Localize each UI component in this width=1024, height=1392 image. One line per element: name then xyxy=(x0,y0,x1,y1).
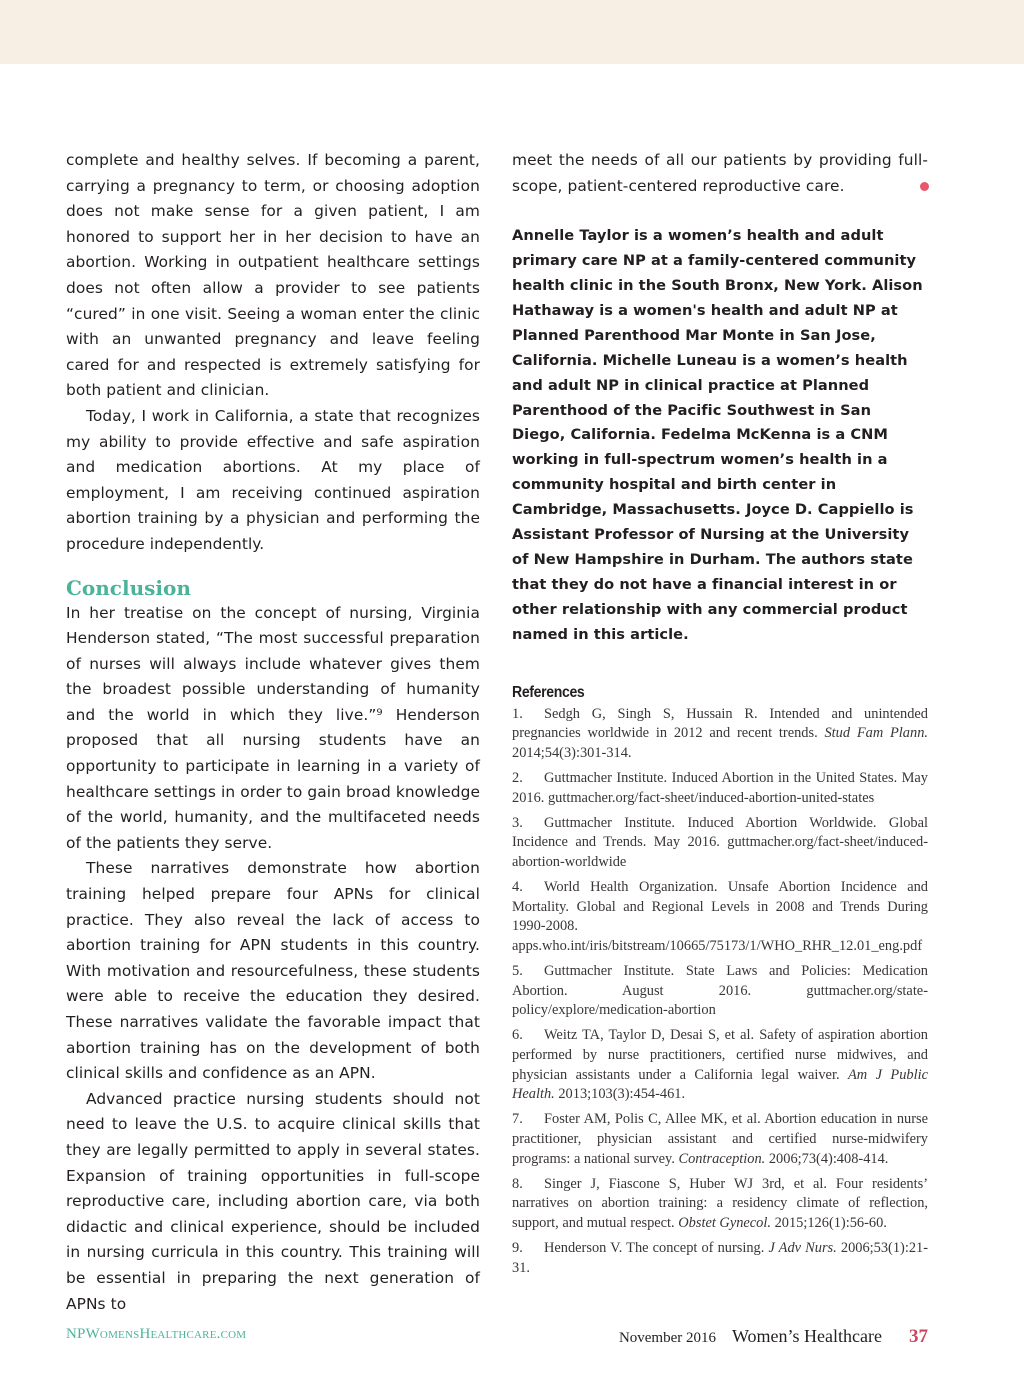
reference-item xyxy=(512,1239,928,1278)
reference-number: 2. xyxy=(512,769,523,786)
reference-number: 3. xyxy=(512,814,523,831)
reference-citation: 2015;126(1):56-60. xyxy=(770,1215,887,1231)
reference-number: 6. xyxy=(512,1027,523,1044)
reference-item xyxy=(512,878,928,956)
page-number: 37 xyxy=(909,1326,928,1347)
reference-number: 7. xyxy=(512,1111,523,1128)
reference-text: Foster AM, Polis C, Allee MK, et al. Abortion education in nurse practitioner, physician assistant and certified nurse-midwifery programs: a national survey. xyxy=(512,1111,928,1167)
reference-item xyxy=(512,705,928,764)
reference-text: Sedgh G, Singh S, Hussain R. Intended and unintended pregnancies worldwide in 2012 and recent trends. xyxy=(512,705,928,742)
reference-item xyxy=(512,962,928,1021)
reference-item xyxy=(512,1026,928,1104)
reference-item xyxy=(512,769,928,808)
reference-citation: 2006;73(4):408-414. xyxy=(765,1150,889,1167)
reference-journal: Contraception. xyxy=(678,1150,766,1167)
author-bio: Annelle Taylor is a women’s health and adult primary care NP at a family-centered community health clinic in the South Bronx, New York. Alison Hathaway is a women's health and adult NP at Planned Parenthood Mar Monte in San Jose, California. Michelle Luneau is a women’s health and adult NP in clinical practice at Planned Parenthood of the Pacific Southwest in San Diego, California. Fedelma McKenna is a CNM working in full-spectrum women’s health in a community hospital and birth center in Cambridge, Massachusetts. Joyce D. Cappiello is Assistant Professor of Nursing at the University of New Hampshire in Durham. The authors state that they do not have a financial interest in or other relationship with any commercial product named in this article. xyxy=(512,227,923,643)
reference-number: 8. xyxy=(512,1175,523,1192)
references-section xyxy=(512,684,928,1279)
references-title: References xyxy=(512,683,585,701)
reference-item xyxy=(512,814,928,873)
footer-site-link[interactable]: NPWomensHealthcare.com xyxy=(66,1326,247,1342)
article-end-mark xyxy=(920,182,929,191)
reference-text: Henderson V. The concept of nursing. xyxy=(544,1240,769,1257)
reference-number: 1. xyxy=(512,705,523,722)
reference-text: Singer J, Fiascone S, Huber WJ 3rd, et al. Four residents’ narratives on abortion training: a residency climate of reflection, support, and mutual respect. xyxy=(512,1175,928,1231)
reference-number: 4. xyxy=(512,879,523,896)
reference-number: 5. xyxy=(512,963,523,980)
body-paragraph: Advanced practice nursing students should not need to leave the U.S. to acquire clinical skills that they are legally permitted to apply in several states. Expansion of training opportunities in full-scope reproductive care, including abortion care, via both didactic and clinical experience, should be included in nursing curricula in this country. This training will be essential in preparing the next generation of APNs to xyxy=(66,1089,480,1313)
reference-journal: J Adv Nurs. xyxy=(768,1240,837,1257)
footer-info xyxy=(619,1326,928,1350)
reference-text: Guttmacher Institute. Induced Abortion in the United States. May 2016. guttmacher.org/fact-sheet/induced-abortion-united-states xyxy=(512,769,928,806)
continuation-text: meet the needs of all our patients by providing full-scope, patient-centered reproductive care. xyxy=(512,151,928,195)
left-column xyxy=(66,148,480,1317)
top-band xyxy=(0,0,1024,64)
body-paragraph-continuation xyxy=(512,148,928,199)
right-column xyxy=(512,148,928,1284)
reference-text: Guttmacher Institute. Induced Abortion Worldwide. Global Incidence and Trends. May 2016. guttmacher.org/fact-sheet/induced-abortion-worldwide xyxy=(512,814,928,870)
references-list xyxy=(512,705,928,1279)
body-paragraph: complete and healthy selves. If becoming a parent, carrying a pregnancy to term, or choosing adoption does not make sense for a given patient, I am honored to support her in her decision to have an abortion. Working in outpatient healthcare settings does not often allow a provider to see patients “cured” in one visit. Seeing a woman enter the clinic with an unwanted pregnancy and leave feeling cared for and respected is extremely satisfying for both patient and clinician. xyxy=(66,151,480,400)
footer-date: November 2016 xyxy=(618,1330,716,1346)
reference-text: World Health Organization. Unsafe Abortion Incidence and Mortality. Global and Regional Levels in 2008 and Trends During 1990-2008. apps.who.int/iris/bitstream/10665/75173/1/WHO_RHR_12.01_eng.pdf xyxy=(512,879,928,954)
reference-text: Guttmacher Institute. State Laws and Policies: Medication Abortion. August 2016. guttmacher.org/state-policy/explore/medication-abortion xyxy=(512,963,928,1019)
reference-citation: 2013;103(3):454-461. xyxy=(554,1086,686,1103)
body-paragraph: These narratives demonstrate how abortion training helped prepare four APNs for clinical practice. They also reveal the lack of access to abortion training for APN students in this country. With motivation and resourcefulness, these students were able to receive the education they desired. These narratives validate the favorable impact that abortion training has on the development of both clinical skills and confidence as an APN. xyxy=(66,859,480,1083)
reference-journal: Obstet Gynecol. xyxy=(678,1215,771,1231)
section-heading-conclusion: Conclusion xyxy=(66,575,191,600)
reference-item xyxy=(512,1110,928,1169)
reference-citation: 2006;53(1):21-31. xyxy=(512,1240,928,1276)
reference-number: 9. xyxy=(512,1240,523,1257)
body-paragraph: In her treatise on the concept of nursing, Virginia Henderson stated, “The most successful preparation of nurses will always include whatever gives them the broadest possible understanding of humanity and the world in which they live.”⁹ Henderson proposed that all nursing students have an opportunity to participate in learning in a variety of healthcare settings in order to gain broad knowledge of the world, humanity, and the multifaceted needs of the patients they serve. xyxy=(66,603,480,852)
reference-citation: 2014;54(3):301-314. xyxy=(512,744,632,761)
reference-item xyxy=(512,1175,928,1234)
footer-magazine-title: Women’s Healthcare xyxy=(732,1326,882,1346)
reference-journal: Am J Public Health. xyxy=(512,1066,928,1103)
body-paragraph: Today, I work in California, a state that recognizes my ability to provide effective and safe aspiration and medication abortions. At my place of employment, I am receiving continued aspiration abortion training by a physician and performing the procedure independently. xyxy=(66,406,480,553)
reference-journal: Stud Fam Plann. xyxy=(824,725,928,742)
reference-text: Weitz TA, Taylor D, Desai S, et al. Safety of aspiration abortion performed by nurse practitioners, certified nurse midwives, and physician assistants under a California legal waiver. xyxy=(512,1027,928,1083)
